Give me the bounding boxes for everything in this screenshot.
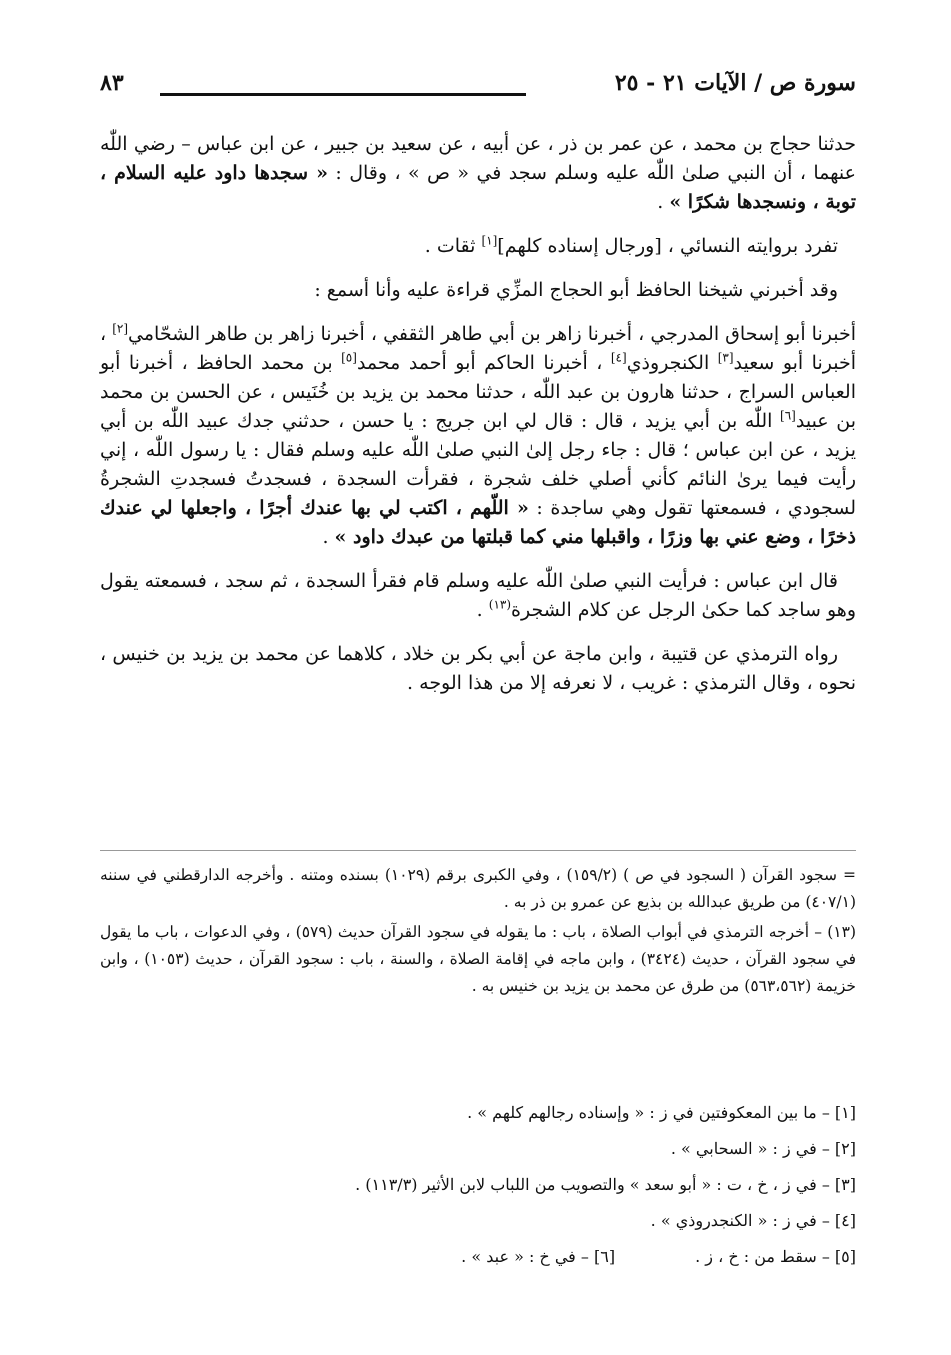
footnote-2: [٢] – في ز : « السحابي » .	[670, 1139, 856, 1158]
quoted-hadith-1: « سجدها داود عليه السلام ، توبة ، ونسجدها شكرًا »	[100, 162, 856, 213]
note-continued: = سجود القرآن ( السجود في ص ) (١٥٩/٢) ، وفي الكبرى برقم (١٠٢٩) بسنده ومتنه . وأخرجه الدارقطني في سننه (٤٠٧/١) من طريق عبدالله بن بذيع عن عمرو بن ذر به .	[100, 866, 856, 911]
footnote-ref-6[interactable]: [٦]	[780, 408, 796, 423]
main-text	[100, 130, 856, 713]
footnote-ref-1[interactable]: [١]	[481, 233, 498, 248]
footnote-ref-5[interactable]: [٥]	[341, 350, 357, 365]
paragraph-2: تفرد بروايته النسائي ، [ورجال إسناده كلهم][١] ثقات .	[424, 233, 838, 257]
footnote-ref-2[interactable]: [٢]	[112, 321, 129, 336]
paragraph-5: قال ابن عباس : فرأيت النبي صلىٰ اللّٰه عليه وسلم قام فقرأ السجدة ، ثم سجد ، فسمعته يقول وهو ساجد كما حكىٰ الرجل عن كلام الشجرة$^{(١٣)}$ .	[100, 570, 856, 621]
footnote-6: [٦] – في خ : « عبد » .	[461, 1247, 616, 1266]
footnote-ref-13[interactable]: (١٣)	[488, 597, 512, 612]
footnotes	[100, 1095, 856, 1275]
page-header	[100, 70, 856, 110]
page-number: ٨٣	[100, 70, 124, 96]
note-13: (١٣) – أخرجه الترمذي في أبواب الصلاة ، باب : ما يقوله في سجود القرآن حديث (٥٧٩) ، وفي الدعوات ، باب ما يقول في سجود القرآن ، حديث (٣٤٢٤) ، وابن ماجه في إقامة الصلاة ، والسنة ، باب : سجود القرآن ، حديث (١٠٥٣) ، وابن خزيمة (٥٦٣،٥٦٢) من طرق عن محمد بن يزيد بن خنيس به .	[100, 923, 856, 995]
footnote-1: [١] – ما بين المعكوفتين في ز : « وإسناده رجالهم كلهم » .	[467, 1103, 856, 1122]
paragraph-4: أخبرنا أبو إسحاق المدرجي ، أخبرنا زاهر بن أبي طاهر الثقفي ، أخبرنا زاهر بن طاهر الشحّامي[٢] ، أخبرنا أبو سعيد[٣] الكنجروذي[٤] ، أخبرنا الحاكم أبو أحمد محمد[٥] بن محمد الحافظ ، أخبرنا أبو العباس السراج ، حدثنا هارون بن عبد اللّٰه ، حدثنا محمد بن يزيد بن خُنَيس ، عن الحسن بن محمد بن عبيد[٦] اللّٰه بن أبي يزيد ، قال : قال لي ابن جريج : يا حسن ، حدثني جدك عبيد اللّٰه بن أبي يزيد ، عن ابن عباس ؛ قال : جاء رجل إلىٰ النبي صلىٰ اللّٰه عليه وسلم فقال : يا رسول اللّٰه ، إني رأيت فيما يرىٰ النائم كأني أصلي خلف شجرة ، فقرأت السجدة ، فسجدتُ فسجدتِ الشجرةُ لسجودي ، فسمعتها تقول وهي ساجدة : « اللّهم ، اكتب لي بها عندك أجرًا ، واجعلها لي عندك ذخرًا ، وضع عني بها وزرًا ، واقبلها مني كما قبلتها من عبدك داود » .	[100, 321, 857, 548]
footnote-ref-4[interactable]: [٤]	[610, 350, 627, 365]
paragraph-1: حدثنا حجاج بن محمد ، عن عمر بن ذر ، عن أبيه ، عن سعيد بن جبير ، عن ابن عباس – رضي اللّٰه عنهما ، أن النبي صلىٰ اللّٰه عليه وسلم سجد في « ص » ، وقال : « سجدها داود عليه السلام ، توبة ، ونسجدها شكرًا » .	[100, 133, 856, 213]
quoted-dua: « اللّهم ، اكتب لي بها عندك أجرًا ، واجعلها لي عندك ذخرًا ، وضع عني بها وزرًا ، واقبلها مني كما قبلتها من عبدك داود »	[100, 497, 856, 548]
header-rule	[160, 93, 526, 96]
footnote-4: [٤] – في ز : « الكنجدروذي » .	[650, 1211, 856, 1230]
footnote-3: [٣] – في ز ، خ ، ت : « أبو سعد » والتصويب من اللباب لابن الأثير (١١٣/٣) .	[355, 1175, 856, 1194]
takhrij-notes	[100, 862, 856, 1003]
notes-separator	[100, 850, 856, 851]
footnote-row	[100, 1239, 856, 1275]
paragraph-6: رواه الترمذي عن قتيبة ، وابن ماجة عن أبي بكر بن خلاد ، كلاهما عن محمد بن يزيد بن خنيس ، نحوه ، وقال الترمذي : غريب ، لا نعرفه إلا من هذا الوجه .	[100, 643, 856, 694]
footnote-5: [٥] – سقط من : خ ، ز .	[695, 1247, 856, 1266]
paragraph-3: وقد أخبرني شيخنا الحافظ أبو الحجاج المزِّي قراءة عليه وأنا أسمع :	[314, 279, 838, 301]
running-title: سورة ص / الآيات ٢١ - ٢٥	[614, 70, 856, 96]
footnote-ref-3[interactable]: [٣]	[717, 350, 734, 365]
